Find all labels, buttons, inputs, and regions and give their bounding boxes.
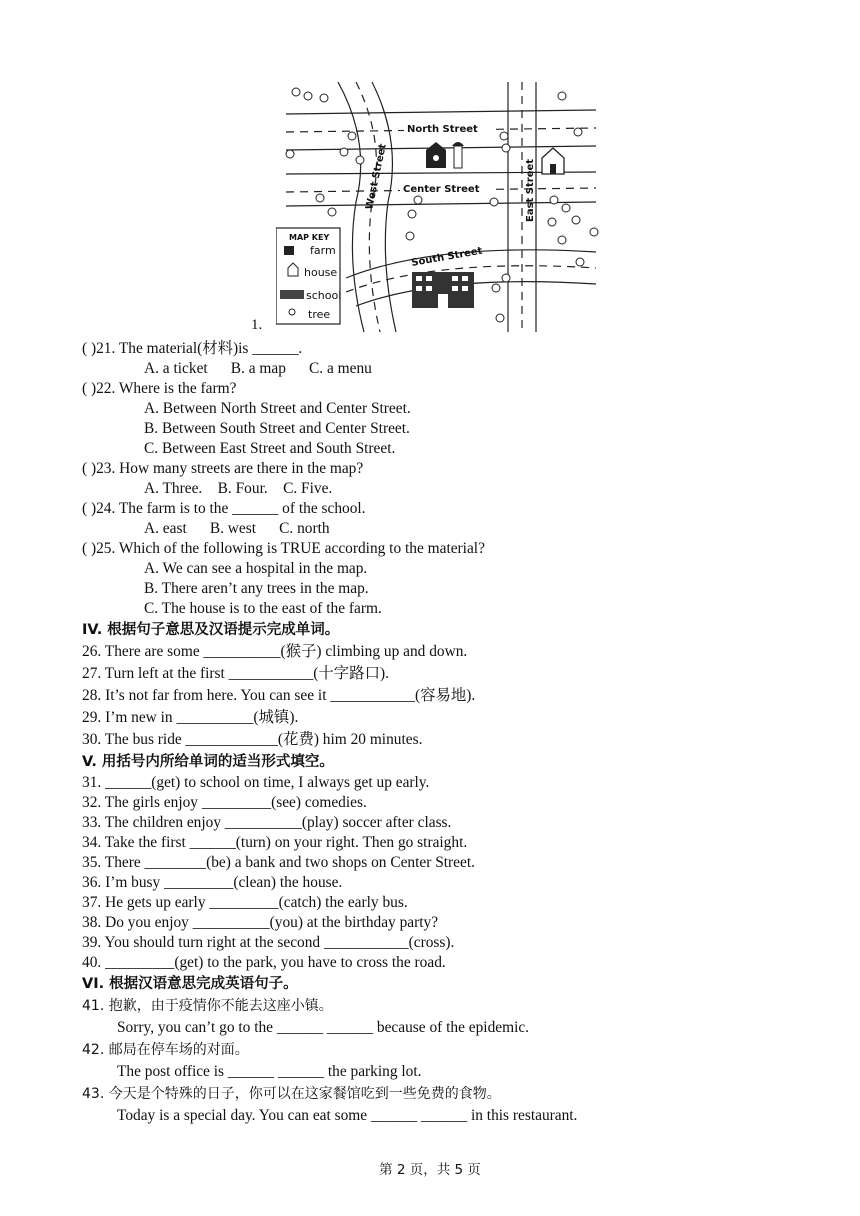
option: A. east [144,520,187,537]
option: B. Between South Street and Center Street. [144,420,410,437]
question-29: 29. I’m new in __________(城镇). [82,709,299,726]
map-key-school: school [306,289,342,302]
question-32: 32. The girls enjoy _________(see) comedies. [82,794,367,811]
option: B. There aren’t any trees in the map. [144,580,369,597]
section-heading-iv: IV. 根据句子意思及汉语提示完成单词。 [82,622,340,638]
map-label-north-street: North Street [407,124,478,135]
question-30: 30. The bus ride ____________(花费) him 20 minutes. [82,731,423,748]
map-key-title: MAP KEY [289,233,330,242]
map-key-house: house [304,266,338,279]
question-24-options [82,519,802,539]
question-43-chinese: 43. 今天是个特殊的日子，你可以在这家餐馆吃到一些免费的食物。 [82,1086,501,1102]
question-28: 28. It’s not far from here. You can see it ___________(容易地). [82,687,476,704]
street-map [276,82,606,332]
question-21: ( )21. The material(材料)is ______. [82,340,303,357]
map-label-center-street: Center Street [403,184,480,195]
map-key [276,228,341,324]
question-41-chinese: 41. 抱歉，由于疫情你不能去这座小镇。 [82,998,333,1014]
section-heading-v: V. 用括号内所给单词的适当形式填空。 [82,754,334,770]
map-label-west-street: West Street [364,142,389,211]
question-21-options [82,359,802,379]
question-43-english: Today is a special day. You can eat some ______ ______ in this restaurant. [117,1107,578,1124]
option: C. Five. [283,480,333,497]
question-25: ( )25. Which of the following is TRUE according to the material? [82,540,485,557]
question-27: 27. Turn left at the first ___________(十字路口). [82,665,389,682]
question-42-chinese: 42. 邮局在停车场的对面。 [82,1042,249,1058]
question-40: 40. _________(get) to the park, you have to cross the road. [82,954,446,971]
option: C. Between East Street and South Street. [144,440,396,457]
option: B. west [209,520,257,537]
map-label-south-street: South Street [410,245,484,269]
map-key-farm: farm [310,244,336,257]
question-34: 34. Take the first ______(turn) on your right. Then go straight. [82,834,468,851]
question-42-english: The post office is ______ ______ the parking lot. [117,1063,422,1080]
option: C. north [279,520,330,537]
school-icon [412,272,474,308]
option: A. Three. [144,480,203,497]
question-35: 35. There ________(be) a bank and two shops on Center Street. [82,854,475,871]
option: A. a ticket [144,360,208,377]
page-footer: 第 2 页，共 5 页 [379,1162,481,1178]
option: A. Between North Street and Center Street. [144,400,411,417]
question-39: 39. You should turn right at the second ___________(cross). [82,934,455,951]
question-36: 36. I’m busy _________(clean) the house. [82,874,343,891]
house-icon [542,148,564,174]
question-38: 38. Do you enjoy __________(you) at the birthday party? [82,914,439,931]
option: B. a map [230,360,286,377]
map-key-tree: tree [308,308,331,321]
map-label-east-street: East Street [525,158,536,222]
option: C. a menu [309,360,372,377]
section-heading-vi: VI. 根据汉语意思完成英语句子。 [82,976,298,992]
figure-label: 1. [251,317,263,333]
question-23: ( )23. How many streets are there in the map? [82,460,364,477]
question-33: 33. The children enjoy __________(play) soccer after class. [82,814,452,831]
question-26: 26. There are some __________(猴子) climbing up and down. [82,643,468,660]
option: C. The house is to the east of the farm. [144,600,382,617]
option: A. We can see a hospital in the map. [144,560,368,577]
question-37: 37. He gets up early _________(catch) the early bus. [82,894,408,911]
option: B. Four. [217,480,268,497]
question-22: ( )22. Where is the farm? [82,380,237,397]
question-41-english: Sorry, you can’t go to the ______ ______ because of the epidemic. [117,1019,530,1036]
question-31: 31. ______(get) to school on time, I always get up early. [82,774,430,791]
farm-icon [426,142,464,168]
question-23-options [82,479,802,499]
questions [82,339,802,1127]
question-24: ( )24. The farm is to the ______ of the school. [82,500,366,517]
